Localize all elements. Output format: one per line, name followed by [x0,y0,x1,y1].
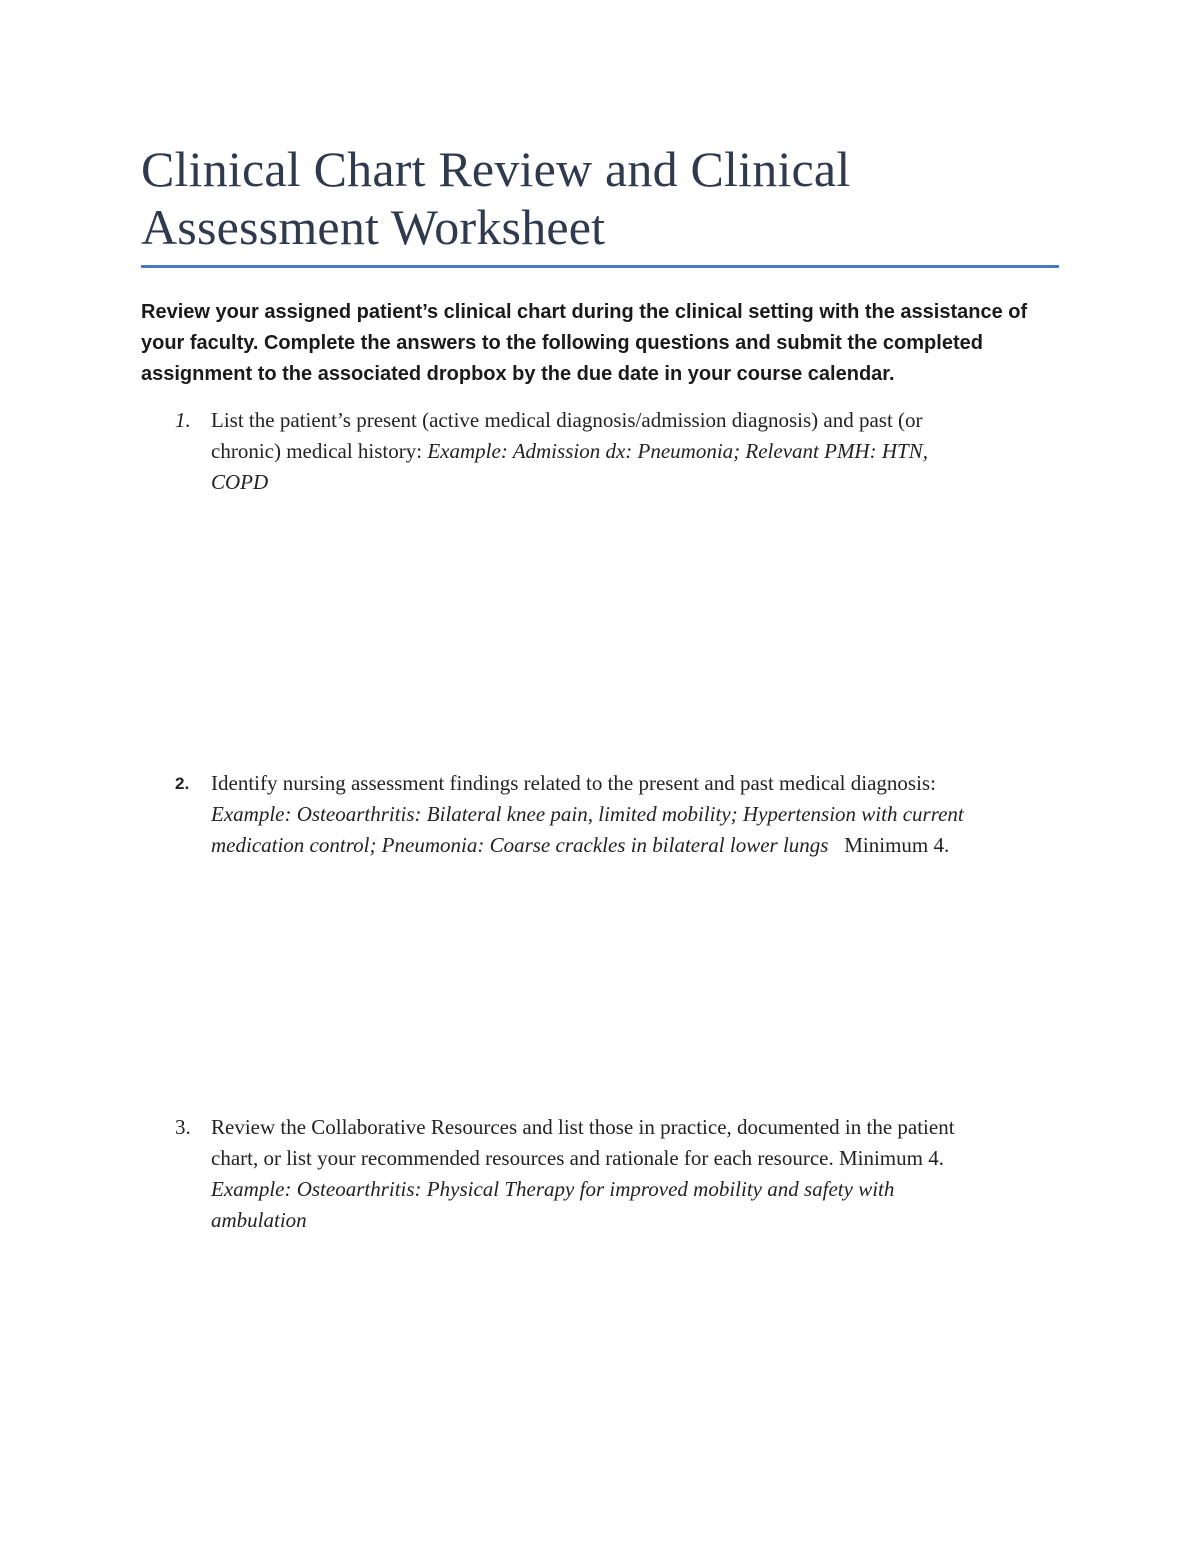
question-1-line-1: List the patient’s present (active medical diagnosis/admission diagnosis) and past (or [211,408,923,432]
instructions-line-3: assignment to the associated dropbox by the due date in your course calendar. [141,363,895,385]
question-2-number: 2. [175,774,190,793]
question-1-example: Example: Admission dx: Pneumonia; Relevant PMH: HTN, [427,439,928,463]
question-2-line-3 [211,830,1071,861]
question-2-text [211,768,1071,861]
question-2-minimum: Minimum 4. [828,833,950,857]
question-3-example-line-2: ambulation [211,1208,307,1232]
title-line-2: Assessment Worksheet [141,199,606,255]
question-3-example-line-1: Example: Osteoarthritis: Physical Therapy for improved mobility and safety with [211,1177,895,1201]
instructions-line-1: Review your assigned patient’s clinical chart during the clinical setting with the assistance of [141,301,1028,323]
question-1-line-2 [211,436,1071,467]
page-title [141,140,1059,256]
question-3-line-2: chart, or list your recommended resources and rationale for each resource. Minimum 4. [211,1146,944,1170]
title-divider [141,265,1059,268]
question-3-text [211,1112,1071,1236]
question-3-line-1: Review the Collaborative Resources and list those in practice, documented in the patient [211,1115,955,1139]
instructions-paragraph [141,297,1059,390]
question-1-number: 1. [175,408,191,432]
question-1-text [211,405,1071,498]
question-3-number: 3. [175,1115,191,1139]
question-1-line-3: COPD [211,470,269,494]
question-2-example-line-2: medication control; Pneumonia: Coarse crackles in bilateral lower lungs [211,833,829,857]
question-1-line-2-text: chronic) medical history: [211,439,428,463]
question-2-example-line-1: Example: Osteoarthritis: Bilateral knee pain, limited mobility; Hypertension with current [211,802,964,826]
question-2-line-1: Identify nursing assessment findings related to the present and past medical diagnosis: [211,771,936,795]
instructions-line-2: your faculty. Complete the answers to the following questions and submit the completed [141,332,983,354]
title-line-1: Clinical Chart Review and Clinical [141,141,851,197]
